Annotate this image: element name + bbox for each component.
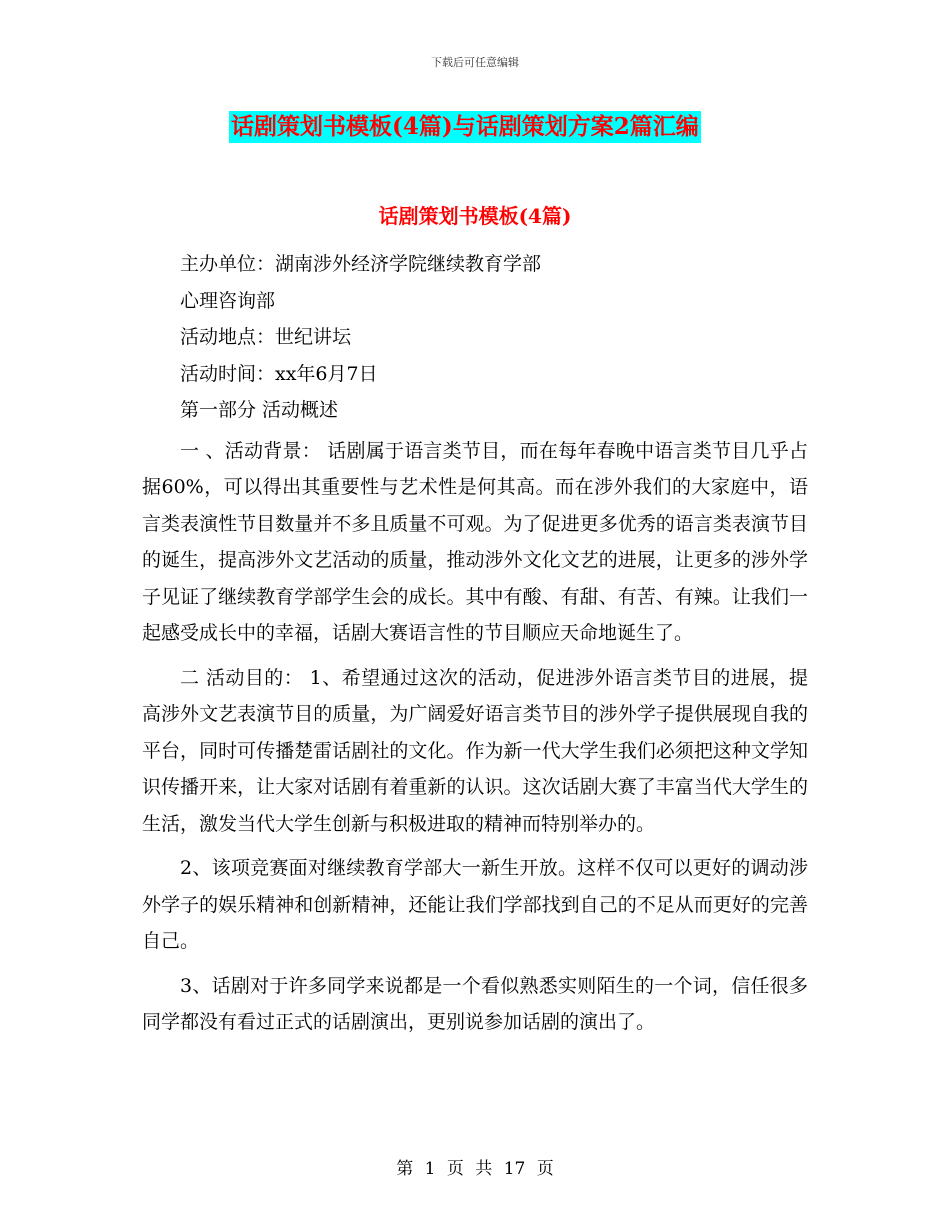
paragraph-purpose: 二 活动目的： 1、希望通过这次的活动，促进涉外语言类节目的进展，提高涉外文艺表演节目的质量，为广阔爱好语言类节目的涉外学子提供展现自我的平台，同时可传播楚雷话剧社的文化。作为新一代大学生我们必须把这种文学知识传播开来，让大家对话剧有着重新的认识。这次话剧大赛了丰富当代大学生的生活，激发当代大学生创新与积极进取的精神而特别举办的。 [142, 666, 808, 835]
paragraph-date: 活动时间：xx年6月7日 [180, 362, 378, 385]
paragraph-organizer: 主办单位：湖南涉外经济学院继续教育学部 [180, 253, 542, 275]
page-number-footer: 第 1 页 共 17 页 [396, 1159, 554, 1179]
document-body [142, 246, 808, 1041]
paragraph-background: 一 、活动背景： 话剧属于语言类节目，而在每年春晚中语言类节目几乎占据60%，可以得出其重要性与艺术性是何其高。而在涉外我们的大家庭中，语言类表演性节目数量并不多且质量不可观。为了促进更多优秀的语言类表演节目的诞生，提高涉外文艺活动的质量，推动涉外文化文艺的进展，让更多的涉外学子见证了继续教育学部学生会的成长。其中有酸、有甜、有苦、有辣。让我们一起感受成长中的幸福，话剧大赛语言性的节目顺应天命地诞生了。 [142, 439, 808, 644]
paragraph-point-2: 2、该项竞赛面对继续教育学部大一新生开放。这样不仅可以更好的调动涉外学子的娱乐精神和创新精神，还能让我们学部找到自己的不足从而更好的完善自己。 [142, 857, 808, 952]
section-heading-overview: 第一部分 活动概述 [180, 399, 339, 421]
document-main-title: 话剧策划书模板(4篇)与话剧策划方案2篇汇编 [229, 111, 701, 143]
page-header-note: 下载后可任意编辑 [431, 56, 519, 69]
paragraph-venue: 活动地点：世纪讲坛 [180, 326, 352, 348]
paragraph-co-organizer: 心理咨询部 [180, 289, 276, 312]
paragraph-point-3: 3、话剧对于许多同学来说都是一个看似熟悉实则陌生的一个词，信任很多同学都没有看过正式的话剧演出，更别说参加话剧的演出了。 [142, 974, 808, 1033]
document-sub-title: 话剧策划书模板(4篇) [378, 204, 572, 228]
